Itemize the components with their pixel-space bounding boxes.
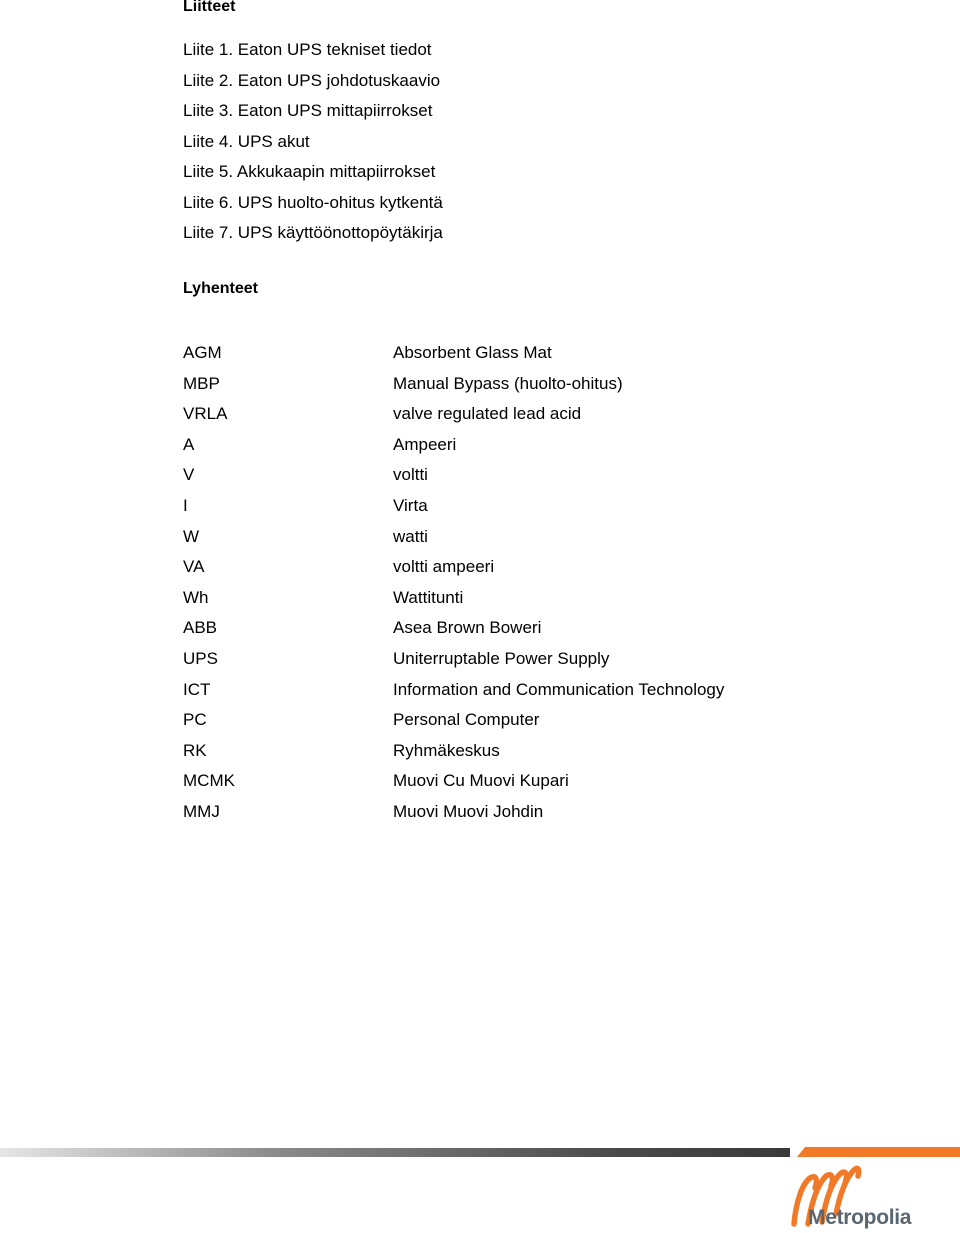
abbreviation-meaning: Personal Computer	[393, 710, 540, 730]
appendix-item: Liite 5. Akkukaapin mittapiirrokset	[183, 162, 436, 181]
abbreviation: W	[183, 526, 200, 546]
abbreviation: PC	[183, 710, 207, 730]
table-row	[183, 399, 724, 430]
table-row	[183, 522, 724, 553]
table-row	[183, 460, 724, 491]
footer-orange-stripe	[797, 1147, 960, 1157]
abbreviation-meaning: Ryhmäkeskus	[393, 740, 500, 760]
abbreviation: I	[183, 495, 188, 515]
table-row	[183, 675, 724, 706]
appendix-item: Liite 6. UPS huolto-ohitus kytkentä	[183, 192, 443, 212]
appendix-item: Liite 3. Eaton UPS mittapiirrokset	[183, 101, 433, 120]
abbreviation: VA	[183, 557, 205, 577]
abbreviation-meaning: Virta	[393, 495, 428, 515]
abbreviation: Wh	[183, 587, 209, 607]
abbreviation: A	[183, 434, 195, 454]
abbreviation-meaning: Wattitunti	[393, 587, 464, 607]
table-row	[183, 369, 724, 400]
table-row	[183, 797, 724, 828]
abbreviation-meaning: Ampeeri	[393, 434, 457, 454]
abbreviation: MBP	[183, 373, 220, 393]
footer-gray-stripe	[0, 1148, 790, 1157]
table-row	[183, 613, 724, 644]
table-row	[183, 705, 724, 736]
appendix-item: Liite 1. Eaton UPS tekniset tiedot	[183, 40, 432, 59]
abbreviation-meaning: Uniterruptable Power Supply	[393, 648, 610, 668]
table-row	[183, 338, 724, 369]
abbreviation-meaning: Information and Communication Technology	[393, 679, 725, 699]
table-row	[183, 644, 724, 675]
abbreviation-meaning: Muovi Cu Muovi Kupari	[393, 771, 569, 791]
abbreviation: VRLA	[183, 404, 228, 424]
abbreviations-heading: Lyhenteet	[183, 280, 258, 297]
abbreviation: ABB	[183, 618, 218, 638]
abbreviation: RK	[183, 740, 207, 760]
abbreviation: ICT	[183, 679, 211, 699]
table-row	[183, 491, 724, 522]
appendices-heading: Liitteet	[183, 0, 236, 15]
logo-text: Metropolia	[808, 1206, 912, 1229]
appendix-list	[183, 35, 443, 249]
abbreviation: MMJ	[183, 801, 220, 821]
abbreviation: UPS	[183, 648, 218, 668]
abbreviation: MCMK	[183, 771, 235, 791]
appendix-item: Liite 7. UPS käyttöönottopöytäkirja	[183, 223, 443, 242]
footer-bar	[0, 1147, 960, 1159]
abbreviations-table	[183, 338, 724, 828]
table-row	[183, 766, 724, 797]
abbreviation-meaning: voltti	[393, 465, 428, 485]
table-row	[183, 736, 724, 767]
abbreviation-meaning: voltti ampeeri	[393, 557, 495, 577]
abbreviation-meaning: valve regulated lead acid	[393, 404, 582, 424]
appendix-item: Liite 2. Eaton UPS johdotuskaavio	[183, 70, 441, 90]
abbreviation-meaning: Absorbent Glass Mat	[393, 343, 552, 362]
table-row	[183, 430, 724, 461]
abbreviation-meaning: watti	[393, 526, 428, 546]
abbreviation: AGM	[183, 343, 222, 362]
abbreviation-meaning: Muovi Muovi Johdin	[393, 801, 544, 821]
abbreviation: V	[183, 465, 195, 485]
abbreviation-meaning: Manual Bypass (huolto-ohitus)	[393, 373, 623, 393]
table-row	[183, 583, 724, 614]
table-row	[183, 552, 724, 583]
abbreviation-meaning: Asea Brown Boweri	[393, 618, 542, 638]
appendix-item: Liite 4. UPS akut	[183, 131, 310, 151]
